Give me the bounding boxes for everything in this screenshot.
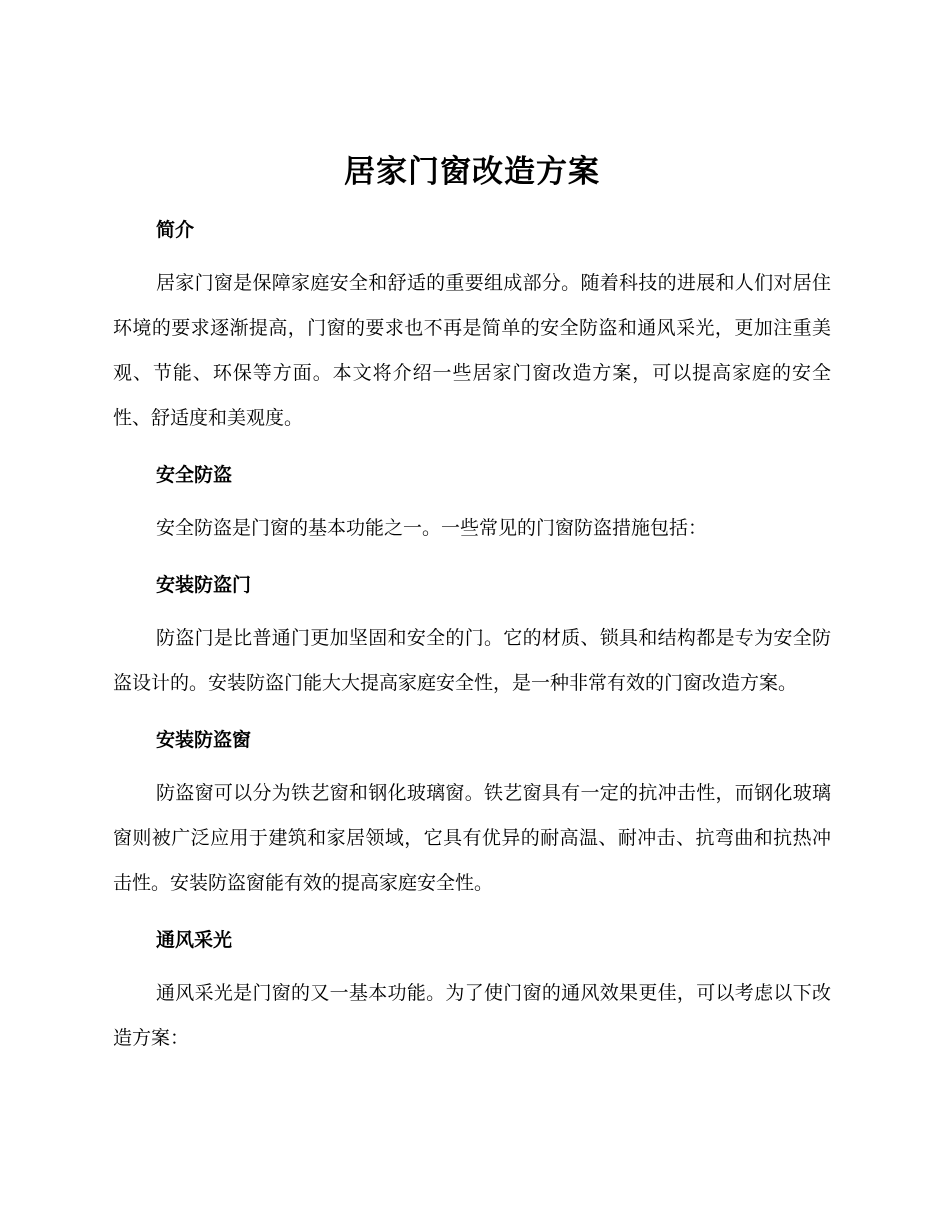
section-paragraph-security: 安全防盗是门窗的基本功能之一。一些常见的门窗防盗措施包括：	[156, 517, 708, 539]
document-page	[113, 148, 831, 1061]
section-heading-ventilation: 通风采光	[156, 929, 233, 951]
section-heading-intro: 简介	[156, 219, 195, 241]
section-paragraph-intro: 居家门窗是保障家庭安全和舒适的重要组成部分。随着科技的进展和人们对居住环境的要求逐渐提高，门窗的要求也不再是简单的安全防盗和通风采光，更加注重美观、节能、环保等方面。本文将介绍一些居家门窗改造方案，可以提高家庭的安全性、舒适度和美观度。	[113, 272, 831, 429]
section-paragraph-security-door: 防盗门是比普通门更加坚固和安全的门。它的材质、锁具和结构都是专为安全防盗设计的。安装防盗门能大大提高家庭安全性，是一种非常有效的门窗改造方案。	[113, 627, 831, 694]
section-heading-security: 安全防盗	[156, 464, 233, 486]
section-paragraph-security-window: 防盗窗可以分为铁艺窗和钢化玻璃窗。铁艺窗具有一定的抗冲击性，而钢化玻璃窗则被广泛应用于建筑和家居领域，它具有优异的耐高温、耐冲击、抗弯曲和抗热冲击性。安装防盗窗能有效的提高家庭安全性。	[113, 782, 831, 894]
section-paragraph-ventilation: 通风采光是门窗的又一基本功能。为了使门窗的通风效果更佳，可以考虑以下改造方案：	[113, 982, 831, 1049]
document-title: 居家门窗改造方案	[344, 154, 600, 190]
section-heading-security-window: 安装防盗窗	[156, 729, 252, 751]
section-heading-security-door: 安装防盗门	[156, 574, 252, 596]
